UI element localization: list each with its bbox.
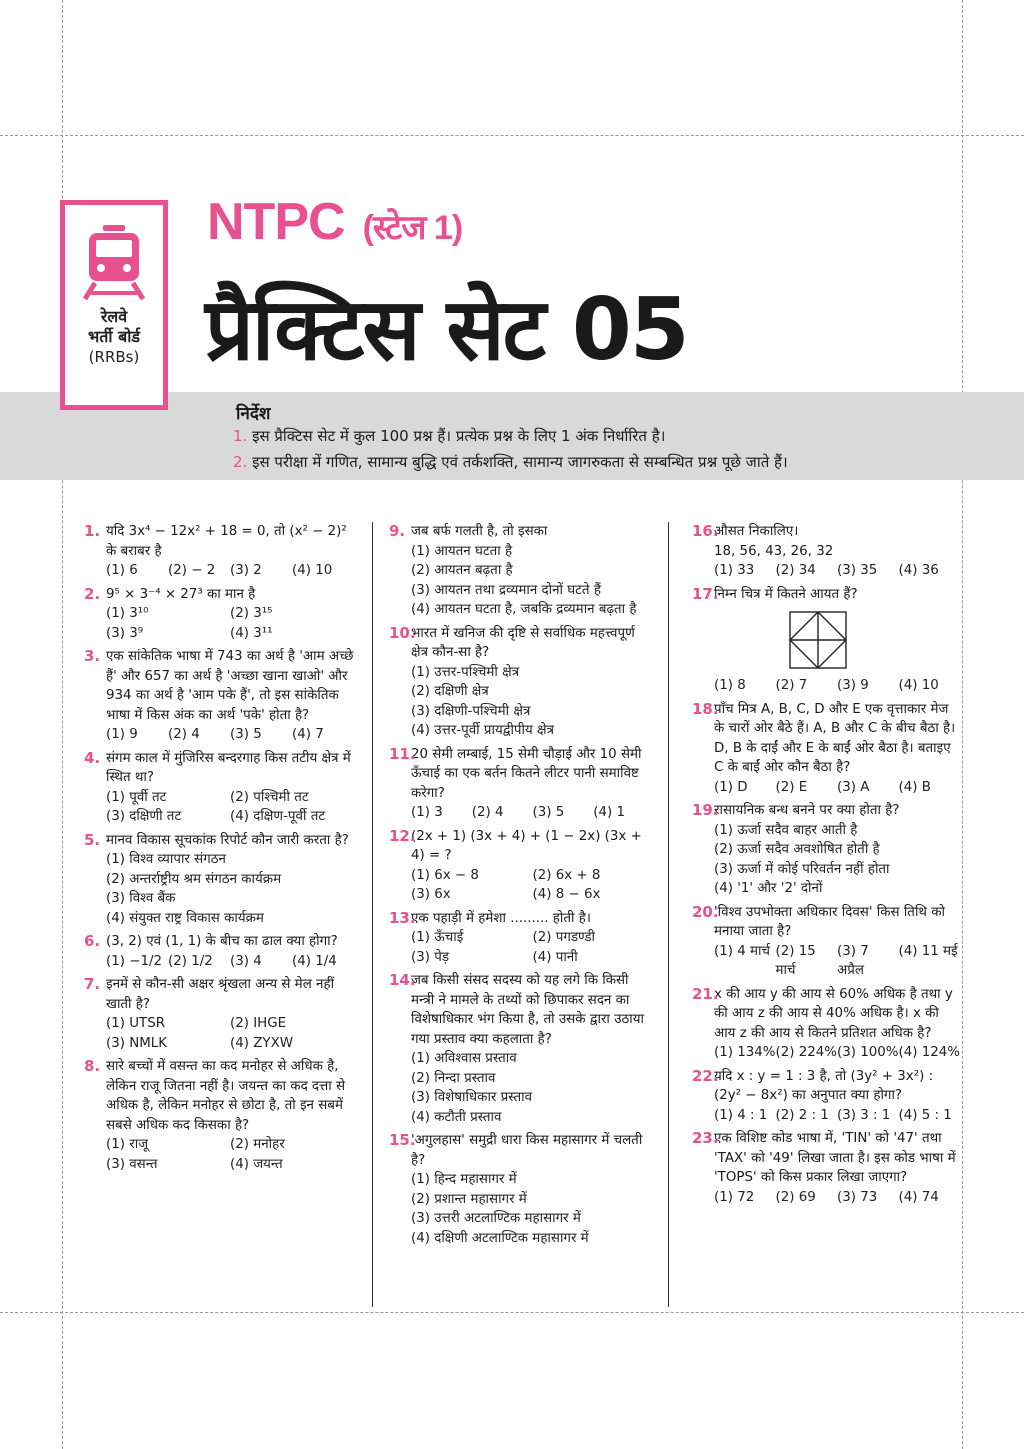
question-number: 5. <box>84 830 101 849</box>
options-list <box>714 1106 960 1126</box>
option-4: (4) 11 मई <box>898 943 958 959</box>
page-title: प्रैक्टिस सेट 05 <box>205 280 688 380</box>
question-item <box>389 909 654 968</box>
question-number: 13. <box>389 908 416 927</box>
options-list <box>106 788 354 827</box>
option-1: (1) आयतन घटता है <box>411 543 513 559</box>
option-1: (1) हिन्द महासागर में <box>411 1172 517 1187</box>
option-2: (2) आयतन बढ़ता है <box>411 563 513 578</box>
question-item <box>692 585 960 696</box>
question-text: संगम काल में मुंजिरिस बन्दरगाह किस तटीय क्षेत्र में स्थित था? <box>106 750 351 785</box>
exam-name: NTPC <box>207 193 345 251</box>
rrb-logo <box>60 200 168 410</box>
option-1: (1) ऊँचाई <box>411 930 464 945</box>
question-number: 9. <box>389 522 406 540</box>
instruction-1 <box>233 426 665 446</box>
options-list <box>106 1014 354 1053</box>
question-number: 17. <box>692 584 719 603</box>
question-text: निम्न चित्र में कितने आयत हैं? <box>714 586 858 602</box>
option-3: (3) 3⁹ <box>106 625 144 641</box>
options-list <box>411 663 654 741</box>
question-item <box>389 522 654 620</box>
option-1: (1) 4 मार्च <box>714 943 770 959</box>
question-number: 18. <box>692 699 719 718</box>
option-2: (2) 224% <box>775 1045 838 1060</box>
option-2: (2) पगडण्डी <box>532 930 596 945</box>
question-item <box>692 801 960 899</box>
question-text: 'अगुलहास' समुद्री धारा किस महासागर में चलती है? <box>411 1133 643 1168</box>
option-4: (4) पानी <box>532 949 578 965</box>
option-3: (3) दक्षिणी-पश्चिमी क्षेत्र <box>411 703 531 719</box>
question-number: 7. <box>84 975 101 993</box>
logo-line1: रेलवे <box>100 307 128 326</box>
option-1: (1) उत्तर-पश्चिमी क्षेत्र <box>411 664 520 680</box>
question-number: 22. <box>692 1066 719 1085</box>
option-3: (3) 6x <box>411 887 451 902</box>
option-2: (2) ऊर्जा सदैव अवशोषित होती है <box>714 842 880 857</box>
option-1: (1) D <box>714 779 748 795</box>
question-column-3 <box>692 522 960 1211</box>
options-list <box>106 725 354 745</box>
question-text: औसत निकालिए। <box>714 524 799 539</box>
option-4: (4) 5 : 1 <box>898 1107 952 1123</box>
question-item <box>84 975 354 1053</box>
options-list <box>714 676 960 696</box>
option-3: (3) 5 <box>230 727 262 742</box>
options-list <box>714 778 960 798</box>
question-text: 9⁵ × 3⁻⁴ × 27³ का मान है <box>106 586 256 602</box>
option-1: (1) 3 <box>411 805 443 820</box>
exam-stage: (स्टेज 1) <box>362 209 463 247</box>
option-4: (4) '1' और '2' दोनों <box>714 881 823 896</box>
options-list <box>411 928 654 967</box>
rectangle-figure <box>788 610 848 670</box>
question-number: 23. <box>692 1129 719 1147</box>
column-divider-2 <box>668 522 669 1307</box>
cut-line-bottom <box>0 1312 1024 1313</box>
question-item <box>692 903 960 981</box>
option-4: (4) B <box>898 779 931 795</box>
option-2: (2) प्रशान्त महासागर में <box>411 1191 527 1207</box>
question-number: 10. <box>389 623 416 642</box>
question-number: 1. <box>84 522 101 540</box>
question-text: एक पहाड़ी में हमेशा ......... होती है। <box>411 910 591 926</box>
option-1: (1) 4 : 1 <box>714 1107 768 1123</box>
question-number: 4. <box>84 748 101 767</box>
option-3: (3) 2 <box>230 563 262 578</box>
option-2: (2) 4 <box>471 805 504 820</box>
option-2: (2) E <box>775 779 808 795</box>
cut-line-top <box>0 135 1024 136</box>
option-4: (4) संयुक्त राष्ट्र विकास कार्यक्रम <box>106 910 264 926</box>
option-3: (3) 7 अप्रैल <box>837 943 869 978</box>
option-4: (4) 1 <box>593 805 625 820</box>
logo-line2: भर्ती बोर्ड <box>88 327 140 346</box>
train-icon <box>81 223 147 303</box>
question-text: एक विशिष्ट कोड भाषा में, 'TIN' को '47' तथा 'TAX' को '49' लिखा जाता है। इस कोड भाषा में 'TOPS' को किस प्रकार लिखा जाएगा? <box>714 1131 956 1185</box>
option-1: (1) 33 <box>714 563 755 578</box>
question-text: जब बर्फ गलती है, तो इसका <box>411 524 548 539</box>
options-list <box>106 1135 354 1174</box>
question-item <box>389 624 654 741</box>
question-number: 8. <box>84 1057 101 1075</box>
options-list <box>714 1188 960 1208</box>
option-4: (4) 10 <box>898 678 939 693</box>
option-3: (3) विश्व बैंक <box>106 891 176 906</box>
question-item <box>84 831 354 929</box>
option-3: (3) 9 <box>837 678 869 693</box>
option-2: (2) 34 <box>775 563 816 578</box>
option-3: (3) विशेषाधिकार प्रस्ताव <box>411 1090 533 1105</box>
question-item <box>84 932 354 971</box>
option-2: (2) पश्चिमी तट <box>230 789 309 805</box>
option-3: (3) आयतन तथा द्रव्यमान दोनों घटते हैं <box>411 582 601 598</box>
option-1: (1) ऊर्जा सदैव बाहर आती है <box>714 822 858 838</box>
option-3: (3) 4 <box>230 953 262 969</box>
question-text: x की आय y की आय से 60% अधिक है तथा y की आय z की आय से 40% अधिक है। x की आय z की आय से कितने प्रतिशत अधिक है? <box>714 986 953 1041</box>
option-2: (2) अन्तर्राष्ट्रीय श्रम संगठन कार्यक्रम <box>106 871 282 887</box>
option-2: (2) IHGE <box>230 1016 287 1031</box>
question-column-1 <box>84 522 354 1178</box>
option-3: (3) ऊर्जा में कोई परिवर्तन नहीं होता <box>714 861 890 877</box>
option-2: (2) 3¹⁵ <box>230 606 273 621</box>
option-2: (2) − 2 <box>168 563 216 578</box>
option-4: (4) ZYXW <box>230 1035 293 1051</box>
question-number: 21. <box>692 984 719 1003</box>
options-list <box>106 604 354 643</box>
question-item <box>692 1129 960 1207</box>
option-1: (1) 8 <box>714 678 746 693</box>
question-number: 2. <box>84 584 101 603</box>
option-2: (2) मनोहर <box>230 1137 285 1152</box>
question-text: 'विश्व उपभोक्ता अधिकार दिवस' किस तिथि को मनाया जाता है? <box>714 904 945 939</box>
question-text: यदि x : y = 1 : 3 है, तो (3y² + 3x²) : (2y² − 8x²) का अनुपात क्या होगा? <box>714 1068 934 1103</box>
instruction-text: इस परीक्षा में गणित, सामान्य बुद्धि एवं तर्कशक्ति, सामान्य जागरुकता से सम्बन्धित प्रश्न पूछे जाते हैं। <box>252 453 788 471</box>
option-3: (3) 35 <box>837 563 878 578</box>
question-item <box>84 585 354 644</box>
logo-line3: (RRBs) <box>88 348 140 366</box>
question-number: 3. <box>84 647 101 665</box>
option-4: (4) जयन्त <box>230 1156 283 1172</box>
question-number: 11. <box>389 744 416 763</box>
question-item <box>84 749 354 827</box>
question-number: 15. <box>389 1131 416 1149</box>
question-number: 20. <box>692 902 719 921</box>
option-3: (3) A <box>837 779 870 795</box>
option-3: (3) वसन्त <box>106 1156 158 1172</box>
option-4: (4) कटौती प्रस्ताव <box>411 1109 502 1125</box>
exam-title <box>207 192 462 252</box>
option-4: (4) 124% <box>898 1045 961 1060</box>
options-list <box>714 561 960 581</box>
instructions-heading: निर्देश <box>236 404 271 424</box>
question-number: 14. <box>389 971 416 989</box>
option-4: (4) 36 <box>898 563 939 578</box>
options-list <box>411 1049 654 1127</box>
option-2: (2) 15 मार्च <box>775 943 816 978</box>
question-item <box>389 1131 654 1248</box>
option-1: (1) UTSR <box>106 1016 166 1031</box>
option-2: (2) 7 <box>775 678 808 693</box>
question-number: 16. <box>692 522 719 540</box>
option-2: (2) 4 <box>168 727 200 742</box>
question-item <box>389 971 654 1127</box>
option-3: (3) 73 <box>837 1189 878 1205</box>
instruction-text: इस प्रैक्टिस सेट में कुल 100 प्रश्न हैं। प्रत्येक प्रश्न के लिए 1 अंक निर्धारित है। <box>252 427 666 445</box>
column-divider-1 <box>372 522 373 1307</box>
option-1: (1) 6x − 8 <box>411 867 479 883</box>
option-3: (3) 100% <box>837 1045 899 1060</box>
options-list <box>411 542 654 620</box>
question-item <box>389 827 654 905</box>
question-item <box>692 985 960 1063</box>
option-2: (2) 6x + 8 <box>532 867 601 883</box>
options-list <box>411 1170 654 1248</box>
question-item <box>84 522 354 581</box>
question-data: 18, 56, 43, 26, 32 <box>714 543 834 559</box>
question-text: सारे बच्चों में वसन्त का कद मनोहर से अधिक है, लेकिन राजू जितना नहीं है। जयन्त का कद दत्ता से अधिक है, लेकिन मनोहर से छोटा है, तो इन सबमें सबसे अधिक कद किसका है? <box>106 1059 346 1133</box>
option-2: (2) 2 : 1 <box>775 1107 829 1123</box>
question-item <box>692 1067 960 1126</box>
option-4: (4) 1/4 <box>292 953 337 969</box>
option-1: (1) 9 <box>106 727 138 742</box>
question-text: पाँच मित्र A, B, C, D और E एक वृत्ताकार मेज के चारों ओर बैठे हैं। A, B और C के बीच बैठा है। D, B के दाईं और E के बाईं ओर बैठा है। बताइए C के बाईं ओर कौन बैठा है? <box>714 701 956 775</box>
option-2: (2) निन्दा प्रस्ताव <box>411 1070 496 1086</box>
option-4: (4) 10 <box>292 563 333 578</box>
option-3: (3) पेड़ <box>411 949 449 965</box>
option-3: (3) 3 : 1 <box>837 1107 891 1123</box>
option-3: (3) 5 <box>532 805 565 820</box>
option-1: (1) −1/2 <box>106 953 162 969</box>
question-text: भारत में खनिज की दृष्टि से सर्वाधिक महत्त्वपूर्ण क्षेत्र कौन-सा है? <box>411 625 635 660</box>
option-2: (2) 1/2 <box>168 953 213 969</box>
options-list <box>714 942 960 981</box>
option-3: (3) दक्षिणी तट <box>106 809 182 824</box>
option-2: (2) दक्षिणी क्षेत्र <box>411 684 489 699</box>
instruction-number: 2. <box>233 453 248 471</box>
option-1: (1) पूर्वी तट <box>106 789 167 805</box>
option-3: (3) NMLK <box>106 1035 168 1051</box>
question-text: इनमें से कौन-सी अक्षर श्रृंखला अन्य से मेल नहीं खाती है? <box>106 977 335 1012</box>
question-text: 20 सेमी लम्बाई, 15 सेमी चौड़ाई और 10 सेमी ऊँचाई का एक बर्तन कितने लीटर पानी समाविष्ट करेगा? <box>411 746 642 801</box>
question-item <box>692 700 960 798</box>
option-4: (4) दक्षिणी अटलाण्टिक महासागर में <box>411 1230 589 1246</box>
option-2: (2) 69 <box>775 1189 816 1205</box>
options-list <box>106 952 354 972</box>
question-item <box>692 522 960 581</box>
option-1: (1) अविश्वास प्रस्ताव <box>411 1051 517 1066</box>
question-text: (2x + 1) (3x + 4) + (1 − 2x) (3x + 4) = ? <box>411 828 642 863</box>
option-1: (1) 72 <box>714 1189 755 1205</box>
question-text: जब किसी संसद सदस्य को यह लगे कि किसी मन्त्री ने मामले के तथ्यों को छिपाकर सदन का विशेषाधिकार भंग किया है, तो उसके द्वारा उठाया गया प्रस्ताव क्या कहलाता है? <box>411 973 644 1047</box>
option-4: (4) 7 <box>292 727 324 742</box>
options-list <box>714 821 960 899</box>
option-4: (4) 74 <box>898 1189 939 1205</box>
question-text: यदि 3x⁴ − 12x² + 18 = 0, तो (x² − 2)² के बराबर है <box>106 524 347 559</box>
options-list <box>411 866 654 905</box>
question-number: 19. <box>692 801 719 819</box>
question-item <box>84 647 354 745</box>
question-text: मानव विकास सूचकांक रिपोर्ट कौन जारी करता है? <box>106 832 349 848</box>
option-4: (4) दक्षिण-पूर्वी तट <box>230 809 326 824</box>
cut-line-right <box>962 0 963 1449</box>
question-number: 12. <box>389 826 416 845</box>
question-text: (3, 2) एवं (1, 1) के बीच का ढाल क्या होगा? <box>106 934 338 949</box>
option-4: (4) 8 − 6x <box>532 887 601 902</box>
question-item <box>389 745 654 823</box>
question-item <box>84 1057 354 1174</box>
instruction-2 <box>233 452 788 472</box>
options-list <box>714 1043 960 1063</box>
option-4: (4) आयतन घटता है, जबकि द्रव्यमान बढ़ता है <box>411 602 637 617</box>
option-1: (1) विश्व व्यापार संगठन <box>106 852 226 867</box>
option-3: (3) उत्तरी अटलाण्टिक महासागर में <box>411 1211 581 1226</box>
option-4: (4) उत्तर-पूर्वी प्रायद्वीपीय क्षेत्र <box>411 723 555 738</box>
options-list <box>106 850 354 928</box>
options-list <box>411 803 654 823</box>
question-text: रासायनिक बन्ध बनने पर क्या होता है? <box>714 803 900 818</box>
question-number: 6. <box>84 932 101 950</box>
option-1: (1) 134% <box>714 1045 776 1060</box>
option-1: (1) राजू <box>106 1137 149 1152</box>
question-text: एक सांकेतिक भाषा में 743 का अर्थ है 'आम अच्छे हैं' और 657 का अर्थ है 'अच्छा खाना खाओ' और 934 का अर्थ है 'आम पके हैं', तो इस सांकेतिक भाषा में किस अंक का अर्थ 'पके' होता है? <box>106 649 354 723</box>
options-list <box>106 561 354 581</box>
question-column-2 <box>389 522 654 1252</box>
option-1: (1) 6 <box>106 563 138 578</box>
option-4: (4) 3¹¹ <box>230 625 273 641</box>
instruction-number: 1. <box>233 427 248 445</box>
option-1: (1) 3¹⁰ <box>106 606 149 621</box>
